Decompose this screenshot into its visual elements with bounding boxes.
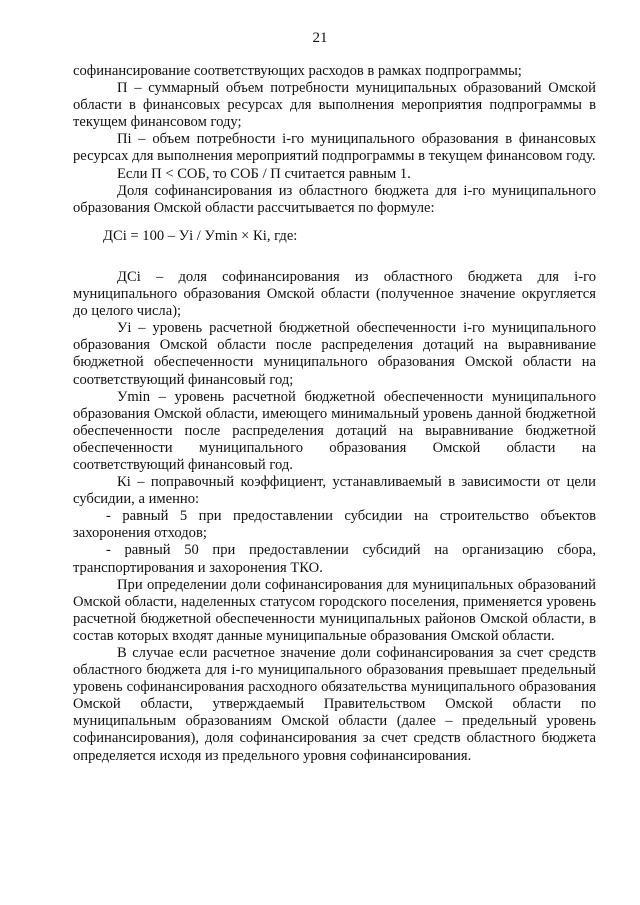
list-item-ki-50: - равный 50 при предоставлении субсидий на организацию сбора, транспортирования и захоронения ТКО. — [73, 542, 596, 576]
paragraph-formula-intro: Доля софинансирования из областного бюджета для i-го муниципального образования Омской области рассчитывается по формуле: — [73, 182, 596, 216]
formula: ДСi = 100 – Уi / Уmin × Кi, где: — [103, 227, 298, 244]
paragraph-limit-level: В случае если расчетное значение доли софинансирования за счет средств областного бюджета для i-го муниципального образования превышает предельный уровень софинансирования расходного обязательства муниципального образования Омской области, утверждаемый Правительством Омской области по муниципальным образованиям Омской области (далее – предельный уровень софинансирования), доля софинансирования за счет средств областного бюджета определяется исходя из предельного уровня софинансирования. — [73, 645, 596, 764]
paragraph-condition: Если П < СОБ, то СОБ / П считается равным 1. — [117, 165, 411, 182]
paragraph-definition-yi: Уi – уровень расчетной бюджетной обеспеченности i-го муниципального образования Омской области после распределения дотаций на выравнивание бюджетной обеспеченности муниципального образования Омской области на соответствующий финансовый год; — [73, 320, 596, 388]
document-body — [73, 63, 596, 765]
paragraph-definition-dsi: ДСi – доля софинансирования из областного бюджета для i-го муниципального образования Омской области (полученное значение округляется до целого числа); — [73, 268, 596, 320]
paragraph-urban-settlements: При определении доли софинансирования для муниципальных образований Омской области, наделенных статусом городского поселения, применяется уровень расчетной бюджетной обеспеченности муниципальных районов Омской области, в состав которых входят данные муниципальные образования Омской области. — [73, 576, 596, 644]
page-number: 21 — [312, 30, 328, 46]
list-item-ki-5: - равный 5 при предоставлении субсидии на строительство объектов захоронения отходов; — [73, 508, 596, 542]
paragraph-definition-pi: Пi – объем потребности i-го муниципального образования в финансовых ресурсах для выполнения мероприятий подпрограммы в текущем финансовом году. — [73, 131, 596, 165]
paragraph-continuation: софинансирование соответствующих расходов в рамках подпрограммы; — [73, 63, 522, 79]
paragraph-definition-ki: Кi – поправочный коэффициент, устанавливаемый в зависимости от цели субсидии, а именно: — [73, 474, 596, 508]
paragraph-definition-ymin: Уmin – уровень расчетной бюджетной обеспеченности муниципального образования Омской области, имеющего минимальный уровень данной бюджетной обеспеченности после распределения дотаций на выравнивание бюджетной обеспеченности муниципального образования Омской области на соответствующий финансовый год. — [73, 388, 596, 473]
paragraph-definition-p: П – суммарный объем потребности муниципальных образований Омской области в финансовых ресурсах для выполнения мероприятия подпрограммы в текущем финансовом году; — [73, 80, 596, 131]
